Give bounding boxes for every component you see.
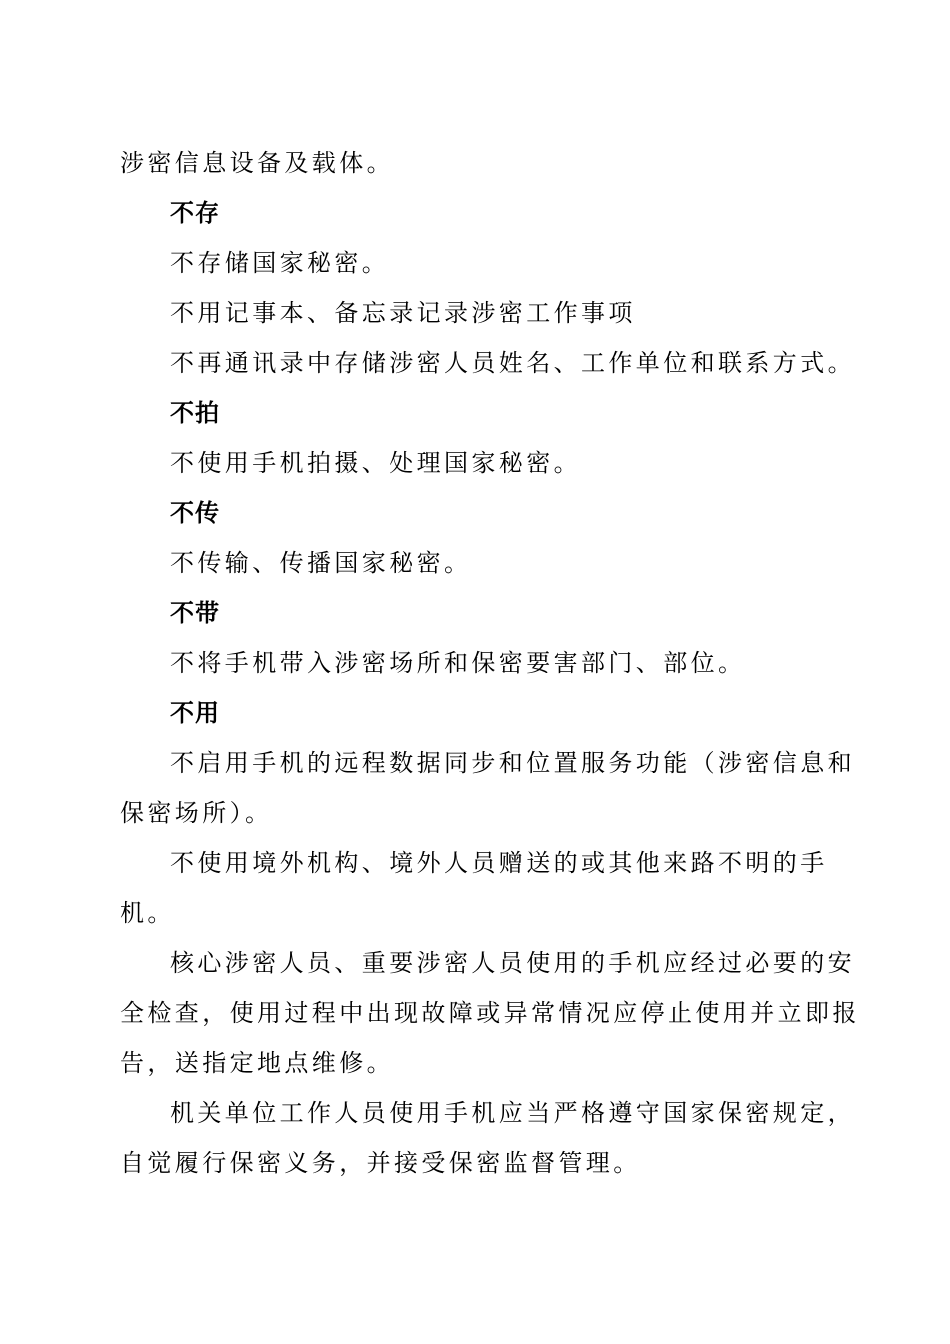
section-heading: 不存	[170, 199, 220, 227]
body-text-line: 不将手机带入涉密场所和保密要害部门、部位。	[170, 649, 746, 677]
section-heading: 不传	[170, 499, 220, 527]
section-heading: 不拍	[170, 399, 220, 427]
body-text-line: 不使用手机拍摄、处理国家秘密。	[170, 449, 581, 477]
body-text-line: 告，送指定地点维修。	[120, 1049, 394, 1077]
body-text-line: 不使用境外机构、境外人员赠送的或其他来路不明的手	[170, 849, 828, 877]
body-text-line: 不传输、传播国家秘密。	[170, 549, 472, 577]
body-text-line: 自觉履行保密义务，并接受保密监督管理。	[120, 1149, 641, 1177]
section-heading: 不带	[170, 599, 220, 627]
body-text-line: 机。	[120, 899, 175, 927]
body-text-line: 涉密信息设备及载体。	[120, 149, 394, 177]
section-heading: 不用	[170, 699, 220, 727]
body-text-line: 不再通讯录中存储涉密人员姓名、工作单位和联系方式。	[170, 349, 855, 377]
body-text-line: 核心涉密人员、重要涉密人员使用的手机应经过必要的安	[170, 949, 855, 977]
body-text-line: 不存储国家秘密。	[170, 249, 390, 277]
body-text-line: 保密场所）。	[120, 799, 273, 827]
body-text-line: 不启用手机的远程数据同步和位置服务功能（涉密信息和	[170, 749, 855, 777]
body-text-line: 机关单位工作人员使用手机应当严格遵守国家保密规定，	[170, 1099, 855, 1127]
body-text-line: 全检查，使用过程中出现故障或异常情况应停止使用并立即报	[120, 999, 860, 1027]
body-text-line: 不用记事本、备忘录记录涉密工作事项	[170, 299, 636, 327]
